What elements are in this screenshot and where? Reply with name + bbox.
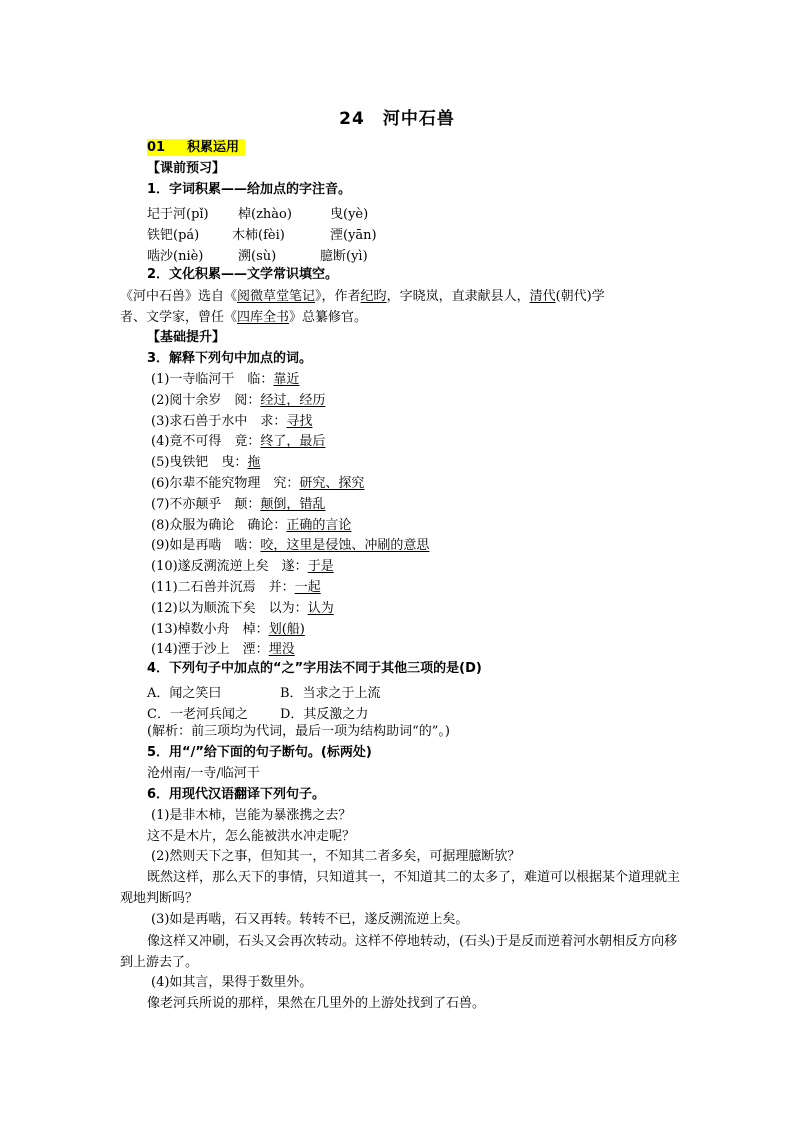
q1-r3-c3: 臆断(yì) bbox=[320, 249, 368, 264]
q1-r3-c1: 啮沙(niè) bbox=[147, 249, 204, 264]
preview-header: 【课前预习】 bbox=[147, 161, 226, 176]
q2-part: 》总纂修官。 bbox=[289, 310, 368, 325]
q6-sentence-4: (4)如其言，果得于数里外。 bbox=[151, 975, 313, 990]
q3-item-sentence: (6)尔辈不能究物理 究： bbox=[151, 476, 300, 491]
q3-item bbox=[151, 537, 429, 555]
q3-item-sentence: (10)遂反溯流逆上矣 遂： bbox=[151, 559, 308, 574]
q2-part: 《河中石兽》选自《 bbox=[120, 289, 238, 304]
q3-item bbox=[151, 413, 312, 431]
q3-item-sentence: (3)求石兽于水中 求： bbox=[151, 414, 287, 429]
q3-item-answer: 寻找 bbox=[286, 414, 313, 429]
q3-item bbox=[151, 496, 325, 514]
q4-option-b: B．当求之于上流 bbox=[280, 686, 381, 701]
q6-translation-1: 这不是木片，怎么能被洪水冲走呢？ bbox=[147, 829, 356, 844]
q3-item bbox=[151, 475, 364, 493]
q3-item bbox=[151, 579, 321, 597]
q3-item-sentence: (11)二石兽并沉焉 并： bbox=[151, 580, 295, 595]
q1-r2-c3: 湮(yān) bbox=[330, 228, 377, 243]
q3-item-answer: 正确的言论 bbox=[286, 518, 352, 533]
question-6-text: 6．用现代汉语翻译下列句子。 bbox=[147, 787, 326, 802]
q3-item bbox=[151, 641, 295, 659]
q3-item-sentence: (12)以为顺流下矣 以为： bbox=[151, 601, 308, 616]
q6-sentence-1: (1)是非木柿，岂能为暴涨携之去？ bbox=[151, 808, 352, 823]
q6-translation-4: 像老河兵所说的那样，果然在几里外的上游处找到了石兽。 bbox=[147, 996, 486, 1011]
basic-header: 【基础提升】 bbox=[147, 330, 226, 345]
q3-item-answer: 埋没 bbox=[268, 642, 295, 657]
q3-item-sentence: (2)阅十余岁 阅： bbox=[151, 393, 261, 408]
q2-part: 》，作者 bbox=[315, 289, 361, 304]
q2-answer-line-2 bbox=[120, 309, 367, 327]
q2-answer-book: 阅微草堂笔记 bbox=[237, 289, 316, 304]
question-4-text: 4．下列句子中加点的“之”字用法不同于其他三项的是(D) bbox=[147, 661, 482, 676]
section-label: 积累运用 bbox=[187, 140, 240, 155]
q6-sentence-2: (2)然则天下之事，但知其一，不知其二者多矣，可据理臆断欤？ bbox=[151, 849, 521, 864]
q3-item bbox=[151, 558, 334, 576]
question-4 bbox=[147, 660, 482, 678]
q3-item-sentence: (7)不亦颠乎 颠： bbox=[151, 497, 261, 512]
q3-item bbox=[151, 600, 334, 618]
q3-item-answer: 于是 bbox=[307, 559, 334, 574]
q1-r1-c1: 圮于河(pǐ) bbox=[147, 207, 209, 222]
q6-translation-3: 像这样又冲刷，石头又会再次转动。这样不停地转动，(石头)于是反而逆着河水朝相反方向移到上游去了。 bbox=[120, 934, 678, 970]
q2-answer-author: 纪昀 bbox=[360, 289, 387, 304]
q3-item-answer: 研究、探究 bbox=[299, 476, 365, 491]
question-5-text: 5．用“/”给下面的句子断句。(标两处) bbox=[147, 745, 372, 760]
q3-item-answer: 颠倒，错乱 bbox=[260, 497, 326, 512]
q3-item bbox=[151, 392, 325, 410]
section-badge bbox=[147, 139, 245, 156]
q1-r2-c2: 木柿(fèi) bbox=[232, 228, 285, 243]
q1-r3-c2: 溯(sù) bbox=[238, 249, 277, 264]
q2-part: ，字晓岚，直隶献县人， bbox=[386, 289, 530, 304]
section-number: 01 bbox=[147, 140, 166, 155]
question-3-text: 3．解释下列句中加点的词。 bbox=[147, 351, 313, 366]
q2-answer-dynasty: 清代 bbox=[529, 289, 556, 304]
q3-item-sentence: (9)如是再啮 啮： bbox=[151, 538, 261, 553]
q3-item-answer: 一起 bbox=[294, 580, 321, 595]
q3-item-sentence: (8)众服为确论 确论： bbox=[151, 518, 287, 533]
q3-item-sentence: (14)湮于沙上 湮： bbox=[151, 642, 269, 657]
q2-part: (朝代)学 bbox=[555, 289, 605, 304]
q3-item-answer: 认为 bbox=[307, 601, 334, 616]
q3-item-sentence: (5)曳铁钯 曳： bbox=[151, 455, 248, 470]
question-1-text: 1．字词积累——给加点的字注音。 bbox=[147, 182, 352, 197]
q2-part: 者、文学家，曾任《 bbox=[120, 310, 238, 325]
q3-item-sentence: (1)一寺临河干 临： bbox=[151, 372, 274, 387]
q3-item bbox=[151, 433, 325, 451]
q4-option-c: C．一老河兵闻之 bbox=[147, 707, 248, 722]
q3-item-answer: 靠近 bbox=[273, 372, 300, 387]
question-5 bbox=[147, 744, 372, 762]
page-title: 24 河中石兽 bbox=[339, 109, 455, 129]
q3-item bbox=[151, 517, 351, 535]
q3-item bbox=[151, 371, 299, 389]
question-3 bbox=[147, 350, 312, 368]
q3-item bbox=[151, 454, 260, 472]
q3-item-answer: 咬，这里是侵蚀、冲刷的意思 bbox=[260, 538, 430, 553]
question-6 bbox=[147, 786, 325, 804]
q6-translation-2: 既然这样，那么天下的事情，只知道其一，不知道其二的太多了，难道可以根据某个道理就主观地判断吗？ bbox=[120, 870, 681, 906]
q3-item-sentence: (13)棹数小舟 棹： bbox=[151, 622, 269, 637]
q1-r1-c2: 棹(zhào) bbox=[238, 207, 292, 222]
q3-item-sentence: (4)竟不可得 竟： bbox=[151, 434, 261, 449]
q3-item-answer: 经过，经历 bbox=[260, 393, 326, 408]
q5-answer: 沧州南/一寺/临河干 bbox=[147, 766, 260, 781]
q3-item-answer: 拖 bbox=[247, 455, 261, 470]
q4-option-a: A．闻之笑曰 bbox=[147, 686, 222, 701]
question-1 bbox=[147, 181, 351, 199]
q4-analysis: (解析：前三项均为代词，最后一项为结构助词“的”。) bbox=[147, 724, 450, 739]
q4-option-d: D．其反激之力 bbox=[280, 707, 369, 722]
q6-sentence-3: (3)如是再啮，石又再转。转转不已，遂反溯流逆上矣。 bbox=[151, 912, 469, 927]
q1-r2-c1: 铁钯(pá) bbox=[147, 228, 200, 243]
q3-item-answer: 划(船) bbox=[268, 622, 305, 637]
question-2 bbox=[147, 266, 338, 284]
q1-r1-c3: 曳(yè) bbox=[330, 207, 369, 222]
q3-item-answer: 终了，最后 bbox=[260, 434, 326, 449]
q3-item bbox=[151, 621, 305, 639]
q2-answer-line-1 bbox=[120, 288, 605, 306]
q2-answer-work: 四库全书 bbox=[237, 310, 290, 325]
question-2-text: 2．文化积累——文学常识填空。 bbox=[147, 267, 339, 282]
